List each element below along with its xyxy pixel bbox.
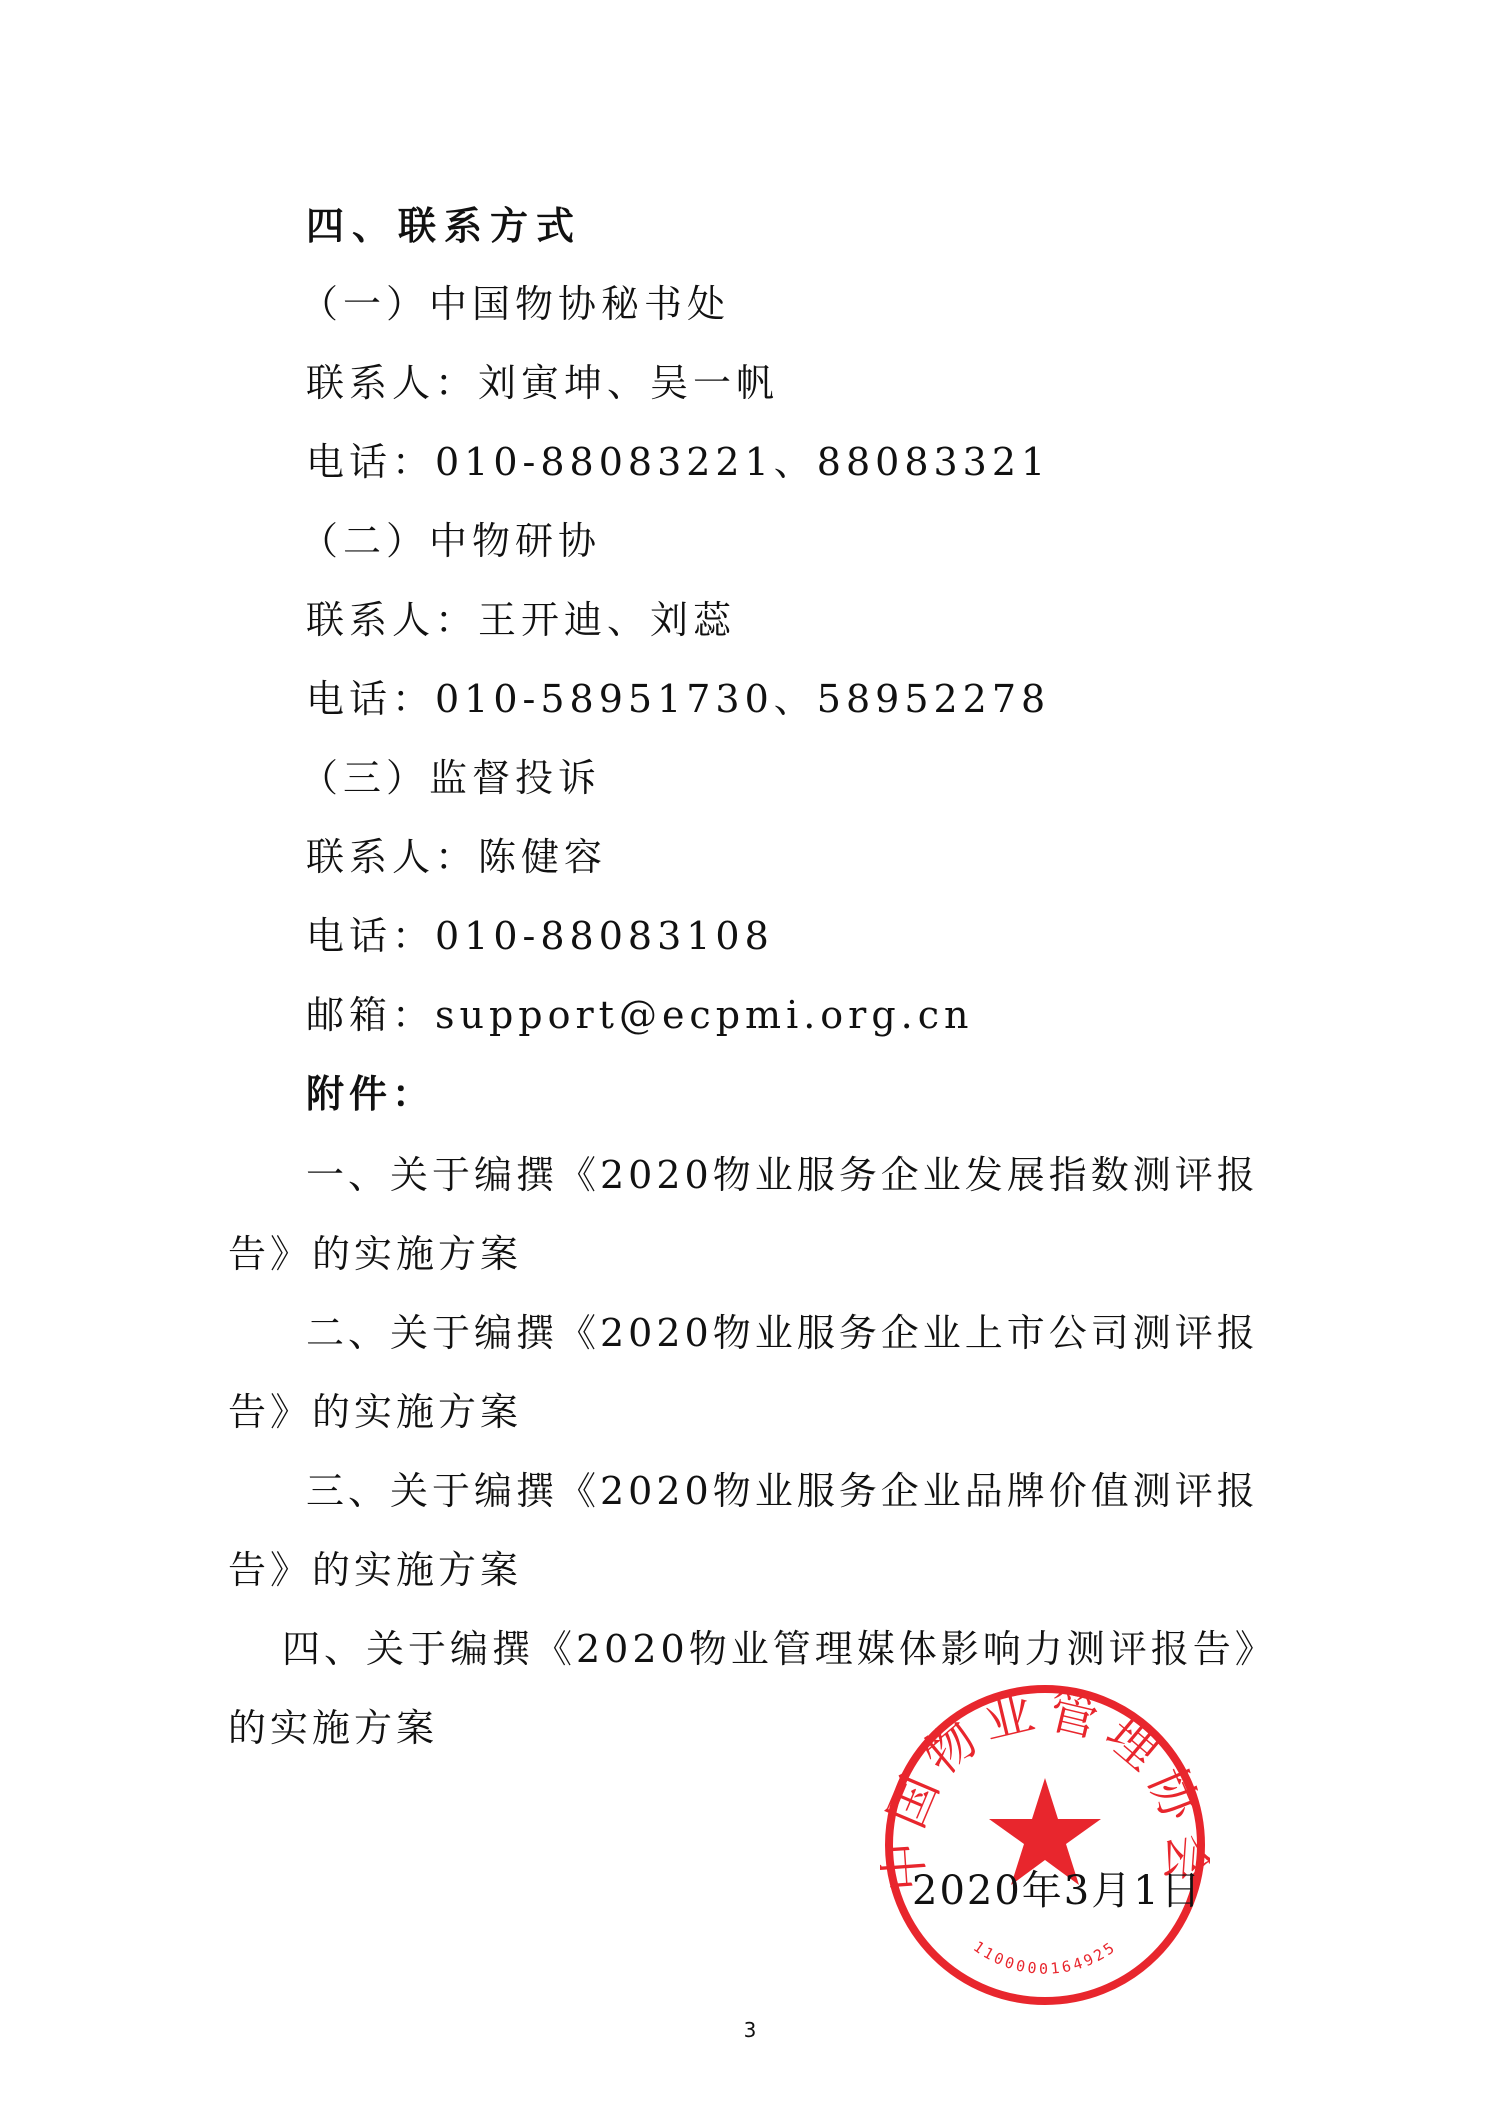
seal-graphic (880, 1680, 1210, 2010)
email-complaints: 邮箱：support@ecpmi.org.cn (306, 993, 974, 1037)
page-number: 3 (743, 2018, 757, 2042)
phone-secretariat: 电话：010-88083221、88083321 (306, 440, 1051, 484)
attachment-item: 三、关于编撰《2020物业服务企业品牌价值测评报告》的实施方案 (228, 1469, 1259, 1592)
section-heading: 四、联系方式 (306, 204, 583, 248)
attachment-item: 一、关于编撰《2020物业服务企业发展指数测评报告》的实施方案 (228, 1153, 1259, 1276)
group-title-complaints: （三）监督投诉 (300, 756, 602, 800)
seal-code: 1100000164925 (969, 1937, 1121, 1978)
contact-persons-complaints: 联系人：陈健容 (306, 835, 608, 879)
attachment-item: 四、关于编撰《2020物业管理媒体影响力测评报告》的实施方案 (228, 1627, 1277, 1750)
group-title-research-association: （二）中物研协 (300, 519, 602, 563)
contact-persons-secretariat: 联系人：刘寅坤、吴一帆 (306, 361, 780, 405)
attachments-label: 附件： (306, 1072, 436, 1116)
contact-persons-research-association: 联系人：王开迪、刘蕊 (306, 598, 737, 642)
attachment-item: 二、关于编撰《2020物业服务企业上市公司测评报告》的实施方案 (228, 1311, 1259, 1434)
phone-research-association: 电话：010-58951730、58952278 (306, 677, 1051, 721)
phone-complaints: 电话：010-88083108 (306, 914, 774, 958)
document-date: 2020年3月1日 (912, 1868, 1203, 1914)
seal-org-name: 国物业管理协 (880, 1680, 1210, 1836)
official-seal (880, 1680, 1210, 2010)
group-title-secretariat: （一）中国物协秘书处 (300, 282, 731, 326)
